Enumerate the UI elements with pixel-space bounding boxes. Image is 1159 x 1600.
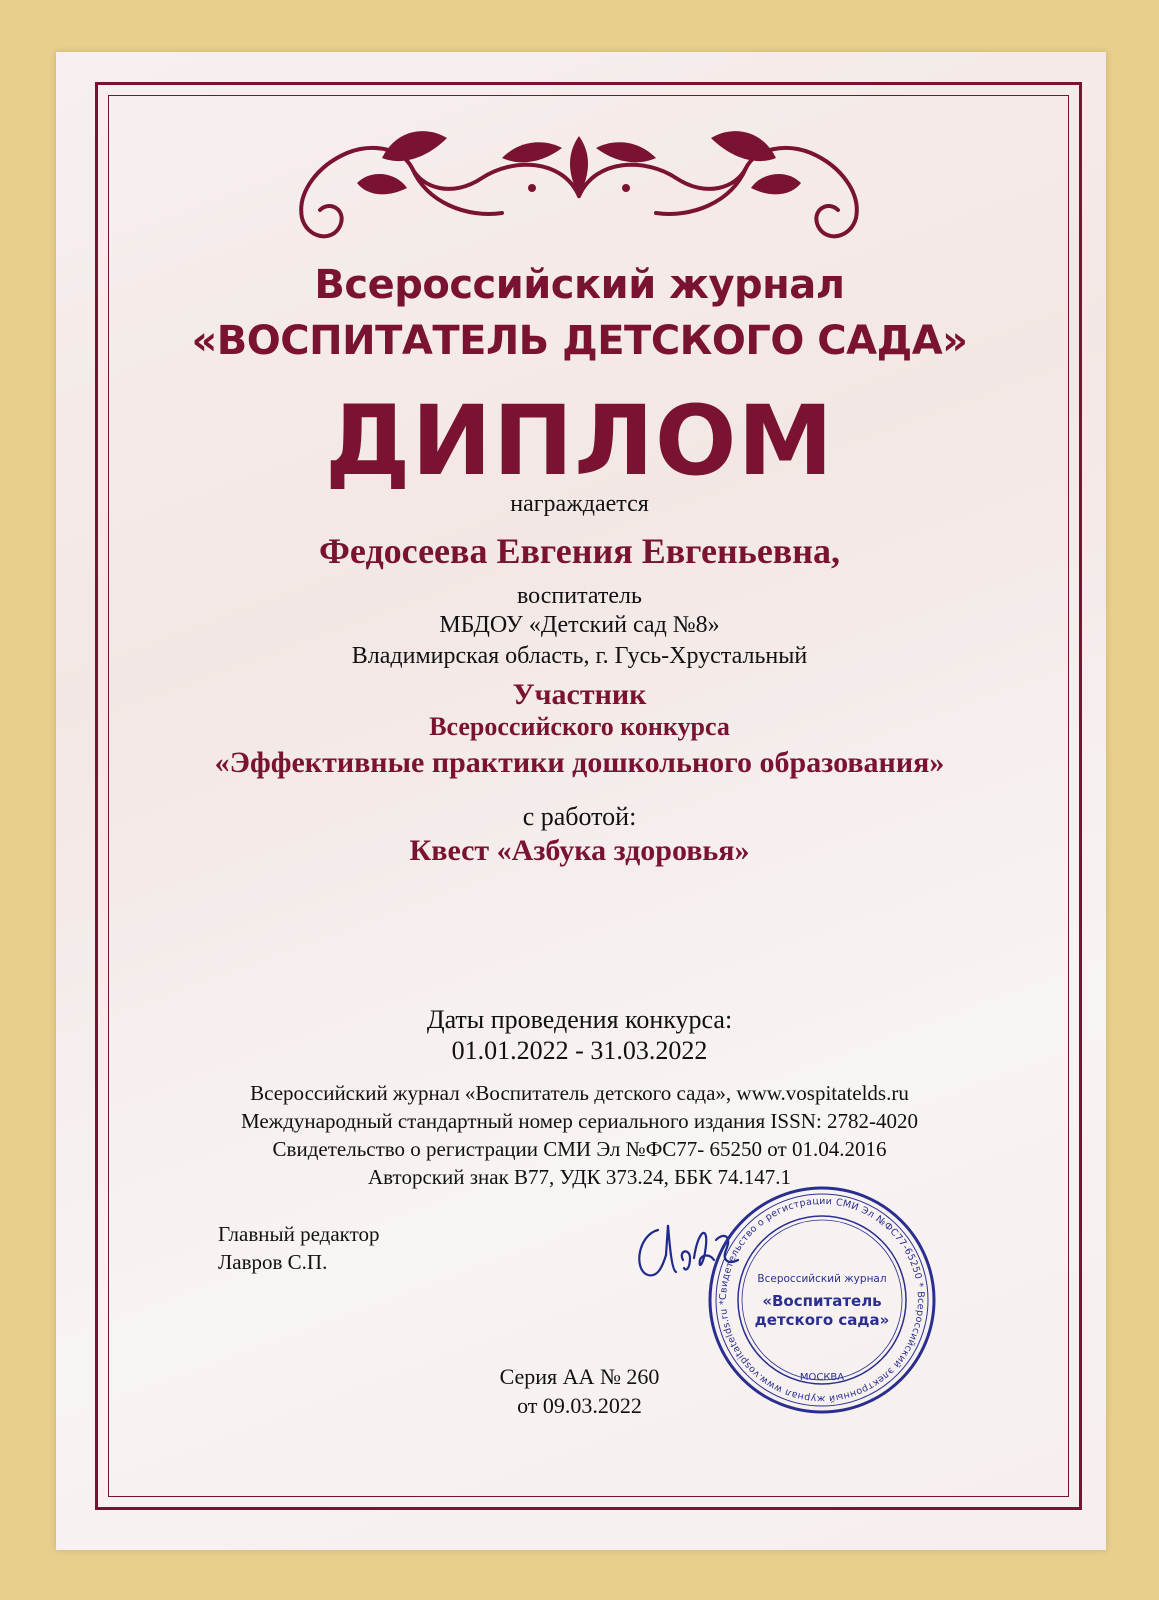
recipient-role: воспитатель	[517, 583, 642, 609]
contest-label: Всероссийского конкурса	[429, 712, 730, 741]
ornament-flourish	[262, 118, 897, 258]
award-status: Участник	[512, 678, 647, 711]
stamp-line-2: «Воспитатель	[762, 1292, 882, 1310]
diploma-title: ДИПЛОМ	[324, 385, 835, 497]
editor-name: Лавров С.П.	[218, 1250, 328, 1274]
stamp-line-3: детского сада»	[754, 1311, 890, 1329]
publication-info-line: Свидетельство о регистрации СМИ Эл №ФС77- 65250 от 01.04.2016	[272, 1137, 887, 1161]
dates-label: Даты проведения конкурса:	[426, 1005, 733, 1034]
publication-info-line: Всероссийский журнал «Воспитатель детского сада», www.vospitatelds.ru	[250, 1081, 909, 1105]
issue-date: от 09.03.2022	[517, 1393, 642, 1418]
awarded-text: награждается	[510, 491, 649, 517]
recipient-name: Федосеева Евгения Евгеньевна,	[319, 531, 840, 571]
series-number: Серия АА № 260	[499, 1364, 660, 1389]
stamp-line-1: Всероссийский журнал	[757, 1273, 887, 1285]
recipient-region: Владимирская область, г. Гусь-Хрустальный	[351, 643, 808, 669]
journal-name: «ВОСПИТАТЕЛЬ ДЕТСКОГО САДА»	[191, 318, 968, 364]
publication-info-line: Международный стандартный номер сериального издания ISSN: 2782-4020	[240, 1109, 919, 1133]
contest-name: «Эффективные практики дошкольного образования»	[214, 746, 945, 779]
stamp-ring-text: Свидетельство о регистрации СМИ Эл №ФС77-65250 * Всероссийский электронный журнал www.vospitatelds.ru *	[717, 1195, 927, 1405]
dates-value: 01.01.2022 - 31.03.2022	[451, 1036, 708, 1065]
editor-role: Главный редактор	[218, 1222, 380, 1246]
recipient-organization: МБДОУ «Детский сад №8»	[439, 612, 720, 638]
work-label: с работой:	[522, 802, 637, 831]
stamp-city: МОСКВА	[799, 1372, 845, 1383]
work-title: Квест «Азбука здоровья»	[409, 834, 750, 867]
journal-title: Всероссийский журнал	[314, 262, 845, 308]
publication-info-line: Авторский знак В77, УДК 373.24, ББК 74.147.1	[368, 1165, 791, 1189]
